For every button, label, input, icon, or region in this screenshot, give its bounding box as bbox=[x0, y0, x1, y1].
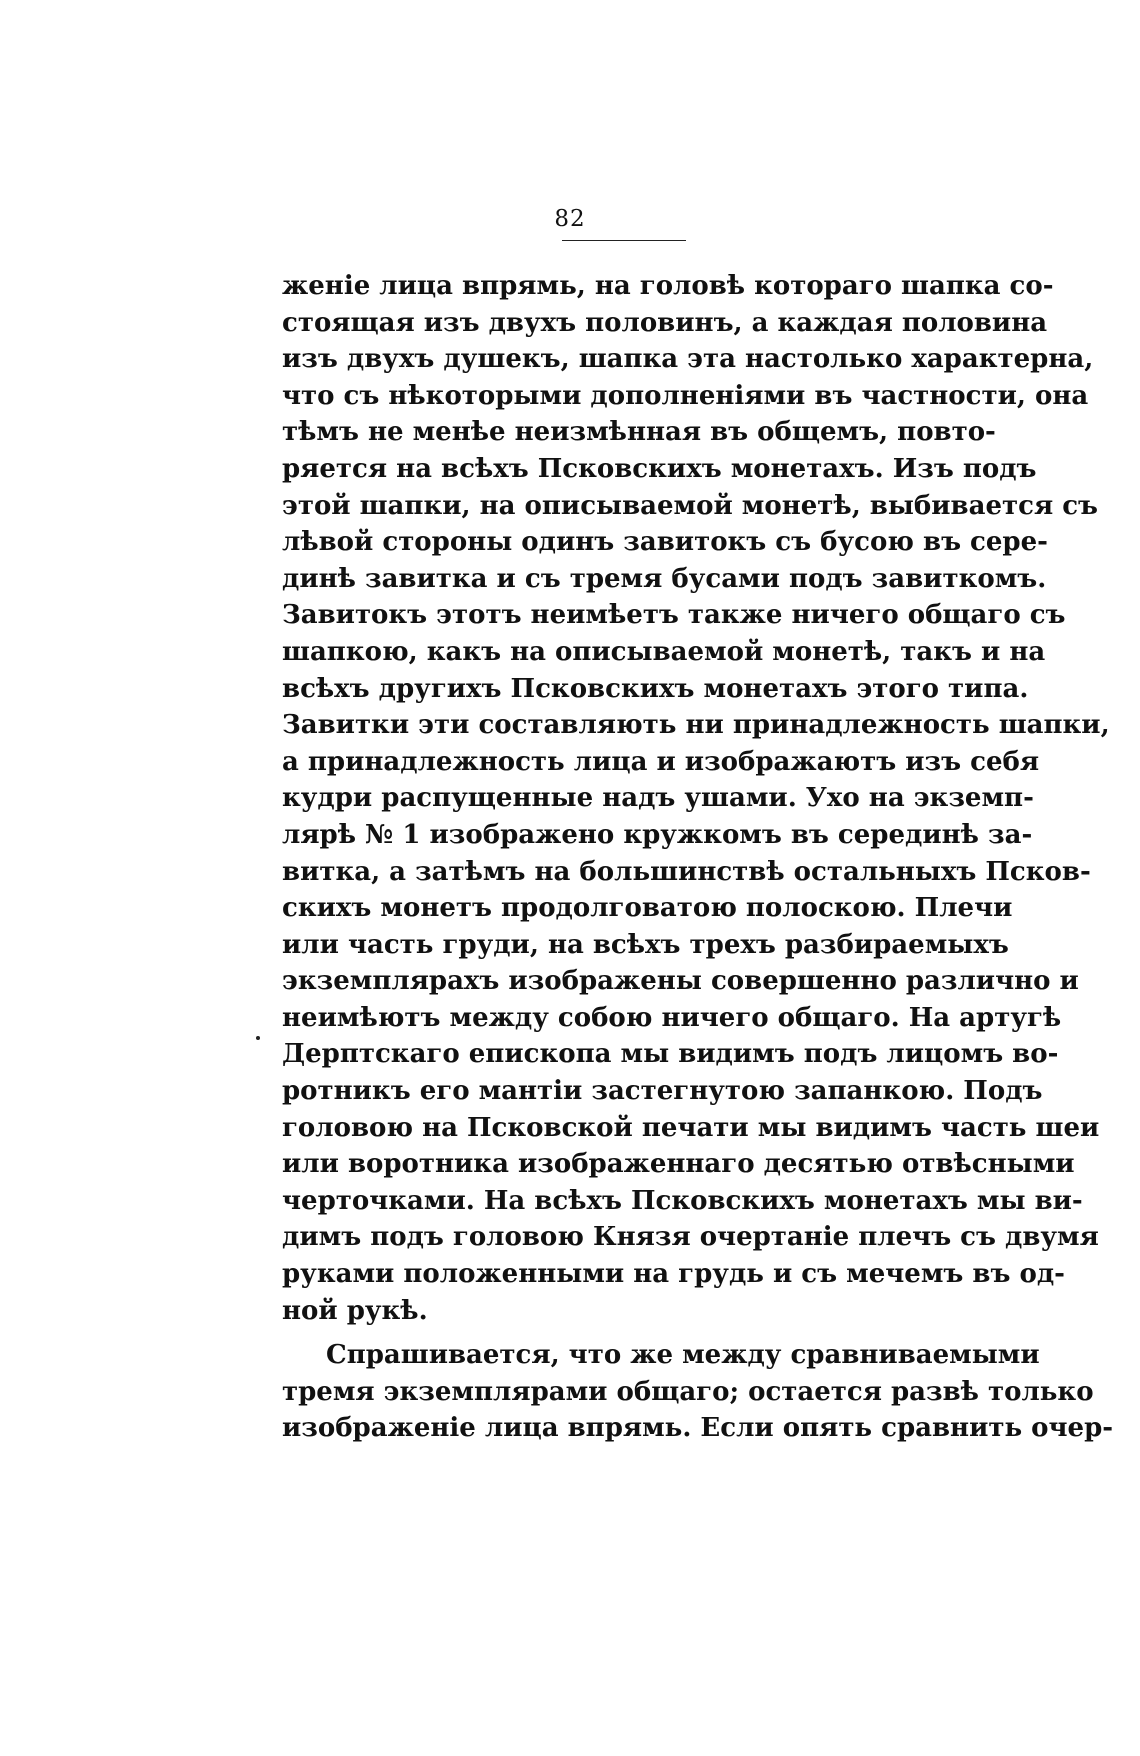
header-rule bbox=[562, 240, 686, 241]
text-line: изъ двухъ душекъ, шапка эта настолько характерна, bbox=[282, 344, 1094, 375]
text-line: ротникъ его мантіи застегнутою запанкою. Подъ bbox=[282, 1076, 1043, 1107]
text-line: экземплярахъ изображены совершенно различно и bbox=[282, 966, 1079, 997]
text-line: стоящая изъ двухъ половинъ, а каждая половина bbox=[282, 307, 1048, 338]
text-line: кудри распущенные надъ ушами. Ухо на экземп- bbox=[282, 783, 1034, 814]
text-line: изображеніе лица впрямь. Если опять сравнить очер- bbox=[282, 1413, 1114, 1444]
paragraph-2 bbox=[282, 1337, 1114, 1447]
text-line: черточками. На всѣхъ Псковскихъ монетахъ мы ви- bbox=[282, 1185, 1083, 1216]
text-line: или часть груди, на всѣхъ трехъ разбираемыхъ bbox=[282, 929, 1009, 960]
text-line: тѣмъ не менѣе неизмѣнная въ общемъ, повто- bbox=[282, 417, 996, 448]
paragraph-gap bbox=[282, 1329, 970, 1337]
text-line: шапкою, какъ на описываемой монетѣ, такъ и на bbox=[282, 636, 1046, 667]
text-line: что съ нѣкоторыми дополненіями въ частности, она bbox=[282, 380, 1089, 411]
text-line: ной рукѣ. bbox=[282, 1295, 428, 1326]
text-line: Завитки эти составляють ни принадлежность шапки, bbox=[282, 710, 1110, 741]
text-line: а принадлежность лица и изображаютъ изъ себя bbox=[282, 746, 1040, 777]
text-line: руками положенными на грудь и съ мечемъ въ од- bbox=[282, 1259, 1065, 1290]
text-line: димъ подъ головою Князя очертаніе плечъ съ двумя bbox=[282, 1222, 1099, 1253]
text-line: ряется на всѣхъ Псковскихъ монетахъ. Изъ подъ bbox=[282, 453, 1037, 484]
paragraph-1 bbox=[282, 268, 1110, 1329]
text-line: Спрашивается, что же между сравниваемыми bbox=[326, 1340, 1040, 1371]
text-line: лярѣ № 1 изображено кружкомъ въ серединѣ за- bbox=[282, 819, 1033, 850]
text-line: тремя экземплярами общаго; остается развѣ только bbox=[282, 1376, 1094, 1407]
body-text bbox=[282, 268, 1114, 1447]
text-line: витка, а затѣмъ на большинствѣ остальныхъ Псков- bbox=[282, 856, 1091, 887]
text-line: лѣвой стороны одинъ завитокъ съ бусою въ сере- bbox=[282, 527, 1048, 558]
text-line: головою на Псковской печати мы видимъ часть шеи bbox=[282, 1112, 1100, 1143]
text-line: скихъ монетъ продолговатою полоскою. Плечи bbox=[282, 893, 1013, 924]
page-number: 82 bbox=[554, 206, 586, 232]
text-line: или воротника изображеннаго десятью отвѣсными bbox=[282, 1149, 1075, 1180]
margin-dot bbox=[256, 1036, 260, 1040]
text-line: неимѣютъ между собою ничего общаго. На артугѣ bbox=[282, 1002, 1062, 1033]
text-line: Дерптскаго епископа мы видимъ подъ лицомъ во- bbox=[282, 1039, 1059, 1070]
text-line: Завитокъ этотъ неимѣетъ также ничего общаго съ bbox=[282, 600, 1066, 631]
text-line: женіе лица впрямь, на головѣ котораго шапка со- bbox=[282, 271, 1054, 301]
text-line: всѣхъ другихъ Псковскихъ монетахъ этого типа. bbox=[282, 673, 1029, 704]
text-line: этой шапки, на описываемой монетѣ, выбивается съ bbox=[282, 490, 1098, 521]
text-line: динѣ завитка и съ тремя бусами подъ завиткомъ. bbox=[282, 563, 1047, 594]
